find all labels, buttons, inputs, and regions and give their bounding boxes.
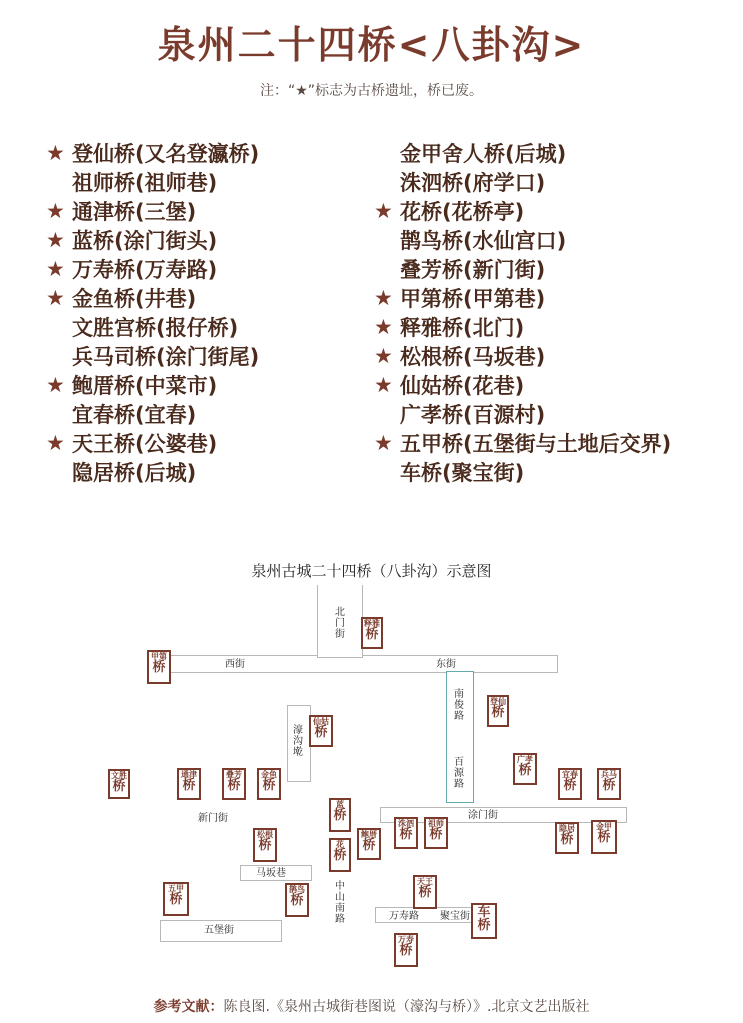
bridge-name: 文胜宫桥(报仔桥)	[72, 315, 239, 340]
bridge-list-item	[46, 167, 259, 196]
reference-label: 参考文献：	[153, 999, 224, 1015]
seal-queniao: 鹊鸟 桥	[285, 883, 309, 917]
bridge-name: 广孝桥(百源村)	[400, 402, 546, 427]
road-label-tumen: 涂门街	[468, 810, 498, 821]
seal-tongjin: 通津 桥	[177, 768, 201, 800]
bridge-list-item	[46, 312, 259, 341]
seal-wanshou: 万寿 桥	[394, 933, 418, 967]
bridge-list-item	[374, 399, 671, 428]
bridge-name: 登仙桥(又名登瀛桥)	[72, 141, 260, 166]
bridge-name: 兵马司桥(涂门街尾)	[72, 344, 260, 369]
bridge-list-left	[46, 138, 259, 486]
bridge-list-item	[374, 254, 671, 283]
bridge-name: 五甲桥(五堡街与土地后交界)	[400, 431, 672, 456]
star-icon: ★	[46, 140, 65, 165]
star-icon: ★	[374, 343, 393, 368]
seal-songgen: 松根 桥	[253, 828, 277, 862]
bridge-name: 鲍厝桥(中菜市)	[72, 373, 218, 398]
bridge-list-item	[374, 167, 671, 196]
bridge-list-item	[46, 196, 259, 225]
seal-xiangu: 仙姑 桥	[309, 715, 333, 747]
seal-hua: 花 桥	[329, 838, 351, 872]
seal-bingma: 兵马 桥	[597, 768, 621, 800]
reference-text: 陈良图.《泉州古城街巷图说（濠沟与桥）》.北京文艺出版社	[223, 999, 590, 1015]
bridge-name: 甲第桥(甲第巷)	[400, 286, 546, 311]
bridge-list-item	[46, 283, 259, 312]
seal-zushi: 祖师 桥	[424, 817, 448, 849]
seal-lan: 蓝 桥	[329, 798, 351, 832]
star-icon: ★	[46, 430, 65, 455]
bridge-list-item	[374, 225, 671, 254]
bridge-name: 天王桥(公婆巷)	[72, 431, 218, 456]
bridge-map	[0, 585, 743, 990]
bridge-list-item	[374, 457, 671, 486]
star-icon: ★	[46, 227, 65, 252]
bridge-list-item	[46, 341, 259, 370]
bridge-list-item	[374, 428, 671, 457]
page-title: 泉州二十四桥<八卦沟>	[157, 23, 586, 67]
star-icon: ★	[374, 314, 393, 339]
star-icon: ★	[46, 285, 65, 310]
bridge-name: 金甲舍人桥(后城)	[400, 141, 567, 166]
bridge-list-item	[46, 457, 259, 486]
bridge-list-item	[374, 312, 671, 341]
bridge-list-item	[46, 370, 259, 399]
bridge-name: 仙姑桥(花巷)	[400, 373, 525, 398]
bridge-list-item	[374, 341, 671, 370]
bridge-name: 花桥(花桥亭)	[400, 199, 525, 224]
bridge-name: 通津桥(三堡)	[72, 199, 197, 224]
bridge-list-right	[374, 138, 671, 486]
bridge-name: 鹊鸟桥(水仙宫口)	[400, 228, 567, 253]
bridge-name: 叠芳桥(新门街)	[400, 257, 546, 282]
seal-jinjia: 金甲 桥	[591, 820, 617, 854]
seal-guangxiao: 广孝 桥	[513, 753, 537, 785]
bridge-name: 车桥(聚宝街)	[400, 460, 525, 485]
road-label-jubao: 聚宝街	[440, 911, 470, 922]
bridge-list-item	[46, 225, 259, 254]
map-title: 泉州古城二十四桥（八卦沟）示意图	[251, 562, 492, 580]
road-label-baiyuan: 百源路	[454, 757, 464, 790]
star-icon: ★	[374, 372, 393, 397]
bridge-name: 蓝桥(涂门街头)	[72, 228, 218, 253]
bridge-list-item	[46, 254, 259, 283]
road-label-xinmen: 新门街	[198, 813, 228, 824]
bridge-name: 宜春桥(宜春)	[72, 402, 197, 427]
bridge-list-item	[46, 399, 259, 428]
bridge-list-item	[374, 196, 671, 225]
star-icon: ★	[46, 256, 65, 281]
bridge-name: 金鱼桥(井巷)	[72, 286, 197, 311]
bridge-name: 洙泗桥(府学口)	[400, 170, 546, 195]
star-icon: ★	[374, 285, 393, 310]
road-label-zhongshan: 中山南路	[335, 881, 345, 925]
seal-jinyu: 金鱼 桥	[257, 768, 281, 800]
bridge-name: 松根桥(马坂巷)	[400, 344, 546, 369]
star-icon: ★	[374, 430, 393, 455]
star-icon: ★	[374, 198, 393, 223]
seal-yichun: 宜春 桥	[558, 768, 582, 800]
bridge-list-item	[46, 428, 259, 457]
road-label-haogou: 濠沟墘	[293, 725, 303, 758]
reference	[0, 996, 743, 1016]
seal-zhusi: 洙泗 桥	[394, 817, 418, 849]
seal-diefang: 叠芳 桥	[222, 768, 246, 800]
road-label-maban: 马坂巷	[256, 868, 286, 879]
bridge-list-item	[374, 138, 671, 167]
seal-baocuo: 鲍厝 桥	[357, 828, 381, 860]
legend-note: 注：“★”标志为古桥遗址，桥已废。	[259, 83, 484, 99]
road-label-xijie: 西街	[225, 659, 245, 670]
bridge-list-item	[46, 138, 259, 167]
seal-tianwang: 天王 桥	[413, 875, 437, 909]
road-label-nanjun: 南俊路	[454, 689, 464, 722]
seal-dengxian: 登仙 桥	[487, 695, 509, 727]
road-label-wanshou: 万寿路	[389, 911, 419, 922]
seal-wujia: 五甲 桥	[163, 882, 189, 916]
seal-jiadi: 甲第 桥	[147, 650, 171, 684]
bridge-name: 释雅桥(北门)	[400, 315, 525, 340]
bridge-name: 祖师桥(祖师巷)	[72, 170, 218, 195]
bridge-list-item	[374, 283, 671, 312]
bridge-name: 万寿桥(万寿路)	[72, 257, 218, 282]
bridge-name: 隐居桥(后城)	[72, 460, 197, 485]
star-icon: ★	[46, 372, 65, 397]
road-label-wubao: 五堡街	[204, 925, 234, 936]
road-label-dongjie: 东街	[436, 659, 456, 670]
bridge-list-item	[374, 370, 671, 399]
seal-shiya: 释雅 桥	[361, 617, 383, 649]
star-icon: ★	[46, 198, 65, 223]
seal-wensheng: 文胜 桥	[108, 769, 130, 799]
seal-yinju: 隐居 桥	[555, 822, 579, 854]
seal-che: 车桥	[471, 903, 497, 939]
road-label-beimen: 北门街	[335, 607, 345, 640]
